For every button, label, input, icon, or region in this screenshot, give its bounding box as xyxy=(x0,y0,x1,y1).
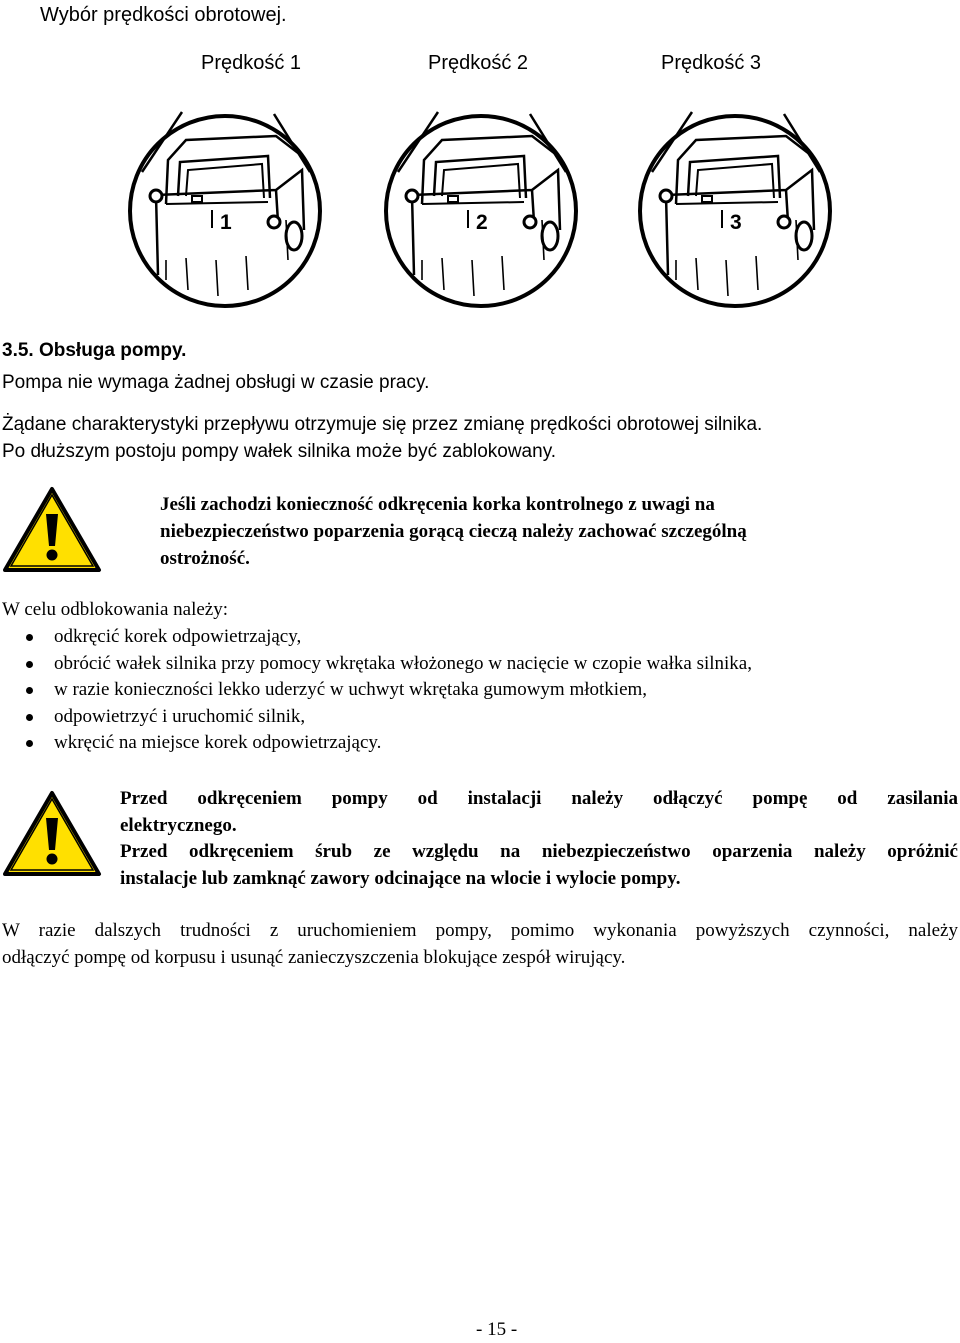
bullet-icon xyxy=(26,740,33,747)
dial-number: 1 xyxy=(220,211,232,234)
bullet-icon xyxy=(26,634,33,641)
bullet-icon xyxy=(26,714,33,721)
warning1-line-2: niebezpieczeństwo poparzenia gorącą cieczą należy zachować szczególną xyxy=(160,521,747,542)
list-item: obrócić wałek silnika przy pomocy wkrętaka włożonego w nacięcie w czopie wałka silnika, xyxy=(22,651,752,678)
closing-line-2: odłączyć pompę od korpusu i usunąć zanieczyszczenia blokujące zespół wirujący. xyxy=(2,947,626,968)
dial-number: 2 xyxy=(476,211,488,234)
warning2-paragraph-2-line-1: Przed odkręceniem śrub ze względu na niebezpieczeństwo oparzenia należy opróżnić xyxy=(120,841,958,862)
speed-caption-1: Prędkość 1 xyxy=(201,52,302,74)
speed-selector-1-illustration xyxy=(126,100,324,318)
speed-selector-3-illustration xyxy=(636,100,834,318)
operation-line-3: Po dłuższym postoju pompy wałek silnika może być zablokowany. xyxy=(2,441,557,462)
speed-section-title: Wybór prędkości obrotowej. xyxy=(40,4,287,26)
warning2-paragraph-2-line-2: instalacje lub zamknąć zawory odcinające na wlocie i wylocie pompy. xyxy=(120,868,681,889)
speed-caption-2: Prędkość 2 xyxy=(428,52,529,74)
speed-selector-2-illustration xyxy=(382,100,580,318)
closing-line-1: W razie dalszych trudności z uruchomieniem pompy, pomimo wykonania powyższych czynności, należy xyxy=(2,920,958,941)
speed-caption-3: Prędkość 3 xyxy=(661,52,762,74)
warning1-line-1: Jeśli zachodzi konieczność odkręcenia korka kontrolnego z uwagi na xyxy=(160,494,715,515)
warning1-line-3: ostrożność. xyxy=(160,548,250,569)
list-item: odkręcić korek odpowietrzający, xyxy=(22,624,752,651)
unblock-intro: W celu odblokowania należy: xyxy=(2,599,228,620)
operation-line-2: Żądane charakterystyki przepływu otrzymuje się przez zmianę prędkości obrotowej silnika. xyxy=(2,414,763,435)
bullet-icon xyxy=(26,661,33,668)
list-item: w razie konieczności lekko uderzyć w uchwyt wkrętaka gumowym młotkiem, xyxy=(22,677,752,704)
warning2-paragraph-1-line-1: Przed odkręceniem pompy od instalacji należy odłączyć pompę od zasilania xyxy=(120,788,958,809)
unblock-steps-list xyxy=(22,624,752,757)
section-heading: 3.5. Obsługa pompy. xyxy=(2,340,187,361)
warning-icon xyxy=(2,790,102,878)
operation-line-1: Pompa nie wymaga żadnej obsługi w czasie pracy. xyxy=(2,372,430,393)
page-number: - 15 - xyxy=(476,1319,518,1340)
bullet-icon xyxy=(26,687,33,694)
list-item: odpowietrzyć i uruchomić silnik, xyxy=(22,704,752,731)
list-item: wkręcić na miejsce korek odpowietrzający. xyxy=(22,730,752,757)
warning-icon xyxy=(2,486,102,574)
dial-number: 3 xyxy=(730,211,742,234)
warning2-paragraph-1-line-2: elektrycznego. xyxy=(120,815,237,836)
